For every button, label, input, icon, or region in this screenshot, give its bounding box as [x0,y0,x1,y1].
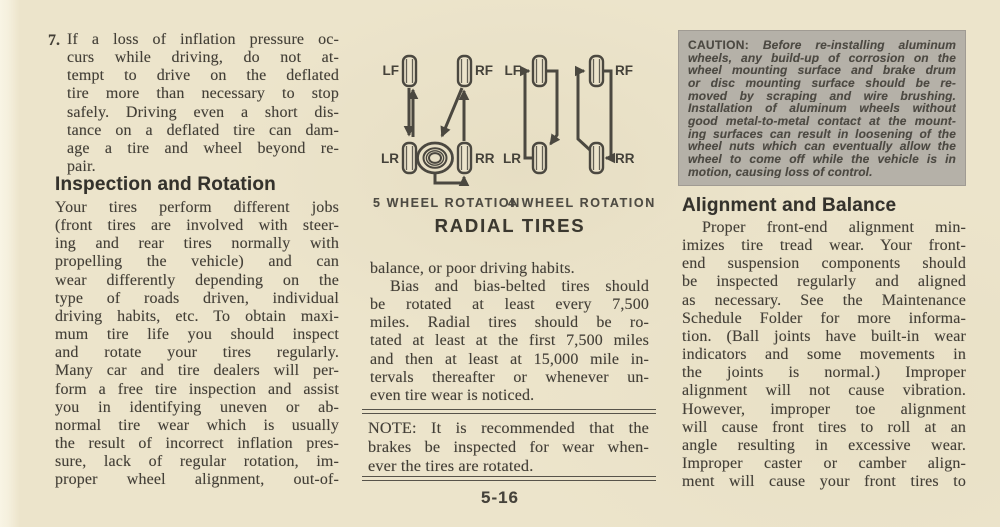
tire-rf [458,56,471,86]
tire-rf-4w [590,56,603,86]
note-paragraph: NOTE: It is recommended that the brakes be inspected for wear when- ever the tires are rotated. [368,418,649,476]
inspection-rotation-heading: Inspection and Rotation [55,174,276,195]
tire-rr [458,143,471,173]
five-wheel-rotation-diagram [381,56,495,183]
page-number: 5-16 [480,488,520,507]
alignment-balance-paragraph: Proper front-end alignment min- imizes tire tread wear. Your front- end suspension components should be inspected regularly and aligned as necessary. See the Maintenance Schedule Folder for more informa- tion. (Ball joints have built-in wear indicators and some movements in the joints is normal.) Improper alignment will not cause vibration. However, improper toe alignment will cause front tires to roll at an angle resulting in excessive wear. Improper caster or camber align- ment will cause your front tires to [682,219,966,491]
tire-lr-4w [533,143,546,173]
tire-rr-4w [590,143,603,173]
tire-lr [403,143,416,173]
item7-paragraph: If a loss of inflation pressure oc- curs while driving, do not at- tempt to drive on the deflated tire more than necessary to stop safely. Driving even a short dis- tance on a deflated tire can dam- age a tire and wheel beyond re- pair. [67,31,339,176]
five-wheel-caption: 5 WHEEL ROTATION [373,196,521,210]
balance-paragraph-end: balance, or poor driving habits. [370,260,575,277]
four-wheel-caption: 4 WHEEL ROTATION [508,196,656,210]
alignment-balance-heading: Alignment and Balance [682,195,897,216]
four-wheel-rotation-diagram [503,56,635,173]
caution-box [678,30,966,186]
caution-paragraph: CAUTION: Before re-installing aluminum wheels, any build-up of corrosion on the wheel mounting surface and brake drum or disc mounting surface should be re- moved by scraping and wire brushing. Installation of aluminum wheels without good metal-to-metal contact at the mount- ing surfaces can result in loosening of the wheel nuts which can eventually allow the wheel to come off while the vehicle is in motion, causing loss of control. [688,39,956,179]
rotation-interval-paragraph: Bias and bias-belted tires should be rotated at least every 7,500 miles. Radial tires should be ro- tated at least at the first 7,500 miles and then at least at 15,000 mile in- tervals thereafter or whenever un- even tire wear is noticed. [370,278,649,404]
list-item-number: 7. [48,32,60,49]
spare-tire [418,143,453,173]
note-rule-bottom [362,476,656,481]
note-rule-top [362,409,656,414]
label-lf: LF [382,63,399,78]
tire-rotation-diagram [365,26,655,194]
tire-lf-4w [533,56,546,86]
label-rf: RF [475,63,493,78]
label-lr-4w: LR [503,151,521,166]
radial-tires-title: RADIAL TIRES [434,215,586,236]
label-rr-4w: RR [615,151,635,166]
label-lr: LR [381,151,399,166]
tire-lf [403,56,416,86]
inspection-rotation-paragraph: Your tires perform different jobs (front tires are involved with steer- ing and rear tires normally with propelling the vehicle) and can wear differently depending on the type of roads driven, individual driving habits, etc. To obtain maxi- mum tire life you should inspect and rotate your tires regularly. Many car and tire dealers will per- form a free tire inspection and assist you in identifying uneven or ab- normal tire wear which is usually the result of incorrect inflation pres- sure, lack of regular rotation, im- proper wheel alignment, out-of- [55,199,339,489]
label-rf-4w: RF [615,63,633,78]
label-rr: RR [475,151,495,166]
label-lf-4w: LF [504,63,521,78]
